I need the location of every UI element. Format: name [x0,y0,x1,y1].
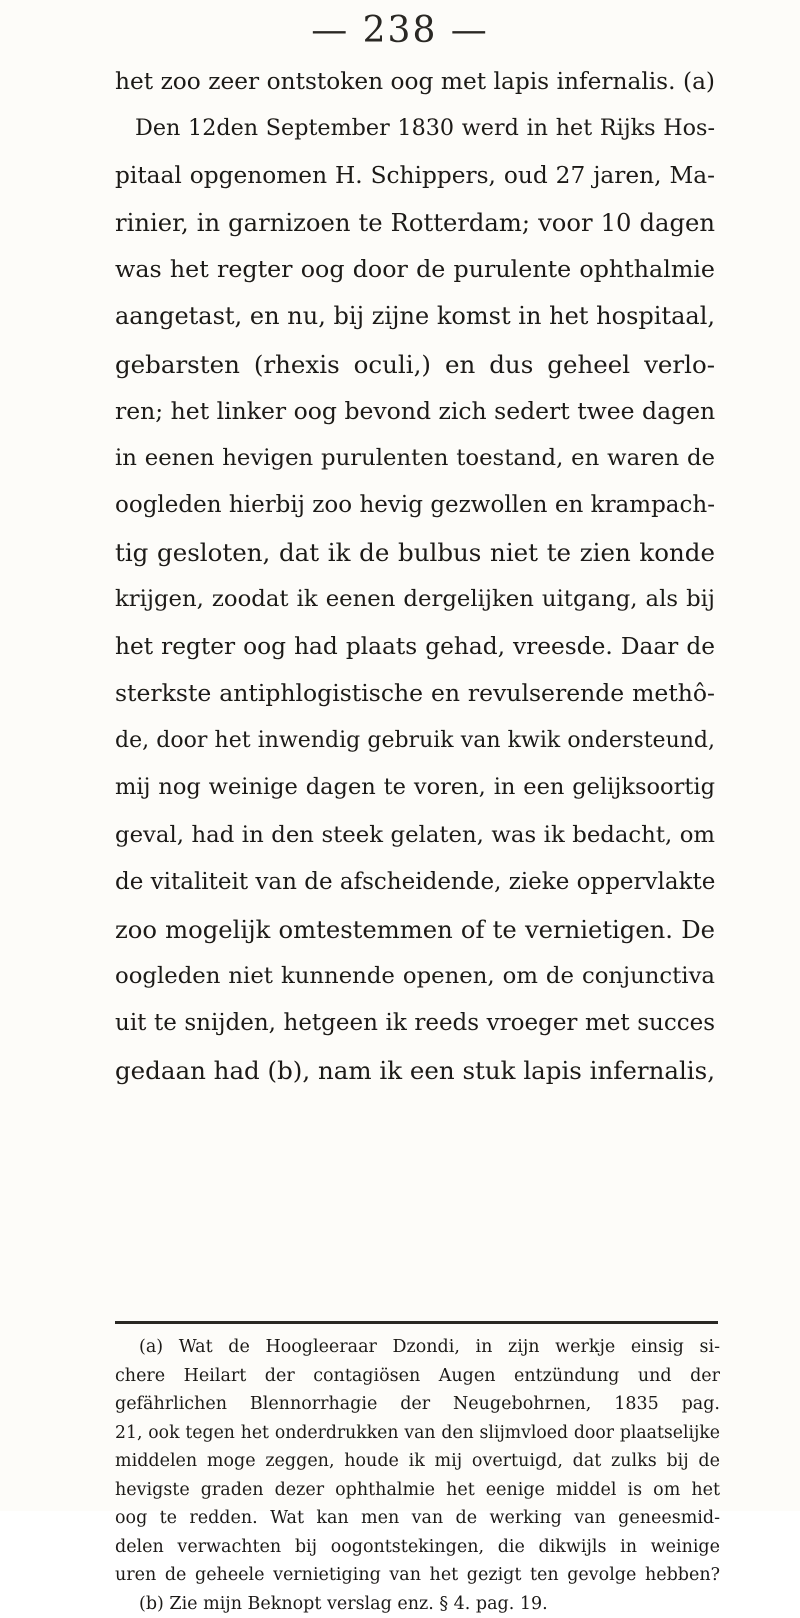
footnote-line: chere Heilart der contagiösen Augen entzündung und der [115,1362,720,1391]
footnote-line: (a) Wat de Hoogleeraar Dzondi, in zijn werkje einsig si- [115,1333,720,1362]
body-line: de vitaliteit van de afscheidende, zieke oppervlakte [115,859,715,906]
footnote-line: delen verwachten bij oogontstekingen, die dikwijls in weinige [115,1533,720,1562]
footnotes [115,1333,720,1618]
body-line: het zoo zeer ontstoken oog met lapis infernalis. (a) [115,58,715,105]
body-line: zoo mogelijk omtestemmen of te vernietigen. De [115,906,715,953]
body-line: uit te snijden, hetgeen ik reeds vroeger met succes [115,1000,715,1047]
page-number: — 238 — [0,10,800,51]
body-line: de, door het inwendig gebruik van kwik ondersteund, [115,717,715,764]
footnote-divider [115,1321,718,1324]
footnote-line: 21, ook tegen het onderdrukken van den slijmvloed door plaatselijke [115,1419,720,1448]
body-line: oogleden niet kunnende openen, om de conjunctiva [115,953,715,1000]
body-line: oogleden hierbij zoo hevig gezwollen en krampach- [115,482,715,529]
body-line: in eenen hevigen purulenten toestand, en waren de [115,435,715,482]
body-line: sterkste antiphlogistische en revulserende methô- [115,670,715,717]
body-line: mij nog weinige dagen te voren, in een gelijksoortig [115,764,715,811]
footnote-line: (b) Zie mijn Beknopt verslag enz. § 4. pag. 19. [115,1590,720,1618]
footnote-line: middelen moge zeggen, houde ik mij overtuigd, dat zulks bij de [115,1447,720,1476]
body-line: het regter oog had plaats gehad, vreesde. Daar de [115,623,715,670]
body-line: was het regter oog door de purulente ophthalmie [115,246,715,293]
body-text [115,58,715,1094]
footnote-line: oog te redden. Wat kan men van de werking van geneesmid- [115,1504,720,1533]
body-line: geval, had in den steek gelaten, was ik bedacht, om [115,812,715,859]
body-line: ren; het linker oog bevond zich sedert twee dagen [115,388,715,435]
footnote-line: uren de geheele vernietiging van het gezigt ten gevolge hebben? [115,1561,720,1590]
body-line: krijgen, zoodat ik eenen dergelijken uitgang, als bij [115,576,715,623]
footnote-line: hevigste graden dezer ophthalmie het eenige middel is om het [115,1476,720,1505]
body-line: pitaal opgenomen H. Schippers, oud 27 jaren, Ma- [115,152,715,199]
body-line: rinier, in garnizoen te Rotterdam; voor 10 dagen [115,199,715,246]
footnote-line: gefährlichen Blennorrhagie der Neugebohrnen, 1835 pag. [115,1390,720,1419]
body-line: gedaan had (b), nam ik een stuk lapis infernalis, [115,1047,715,1094]
body-line: tig gesloten, dat ik de bulbus niet te zien konde [115,529,715,576]
body-line: aangetast, en nu, bij zijne komst in het hospitaal, [115,293,715,340]
body-line: gebarsten (rhexis oculi,) en dus geheel verlo- [115,341,715,388]
body-line: Den 12den September 1830 werd in het Rijks Hos- [115,105,715,152]
